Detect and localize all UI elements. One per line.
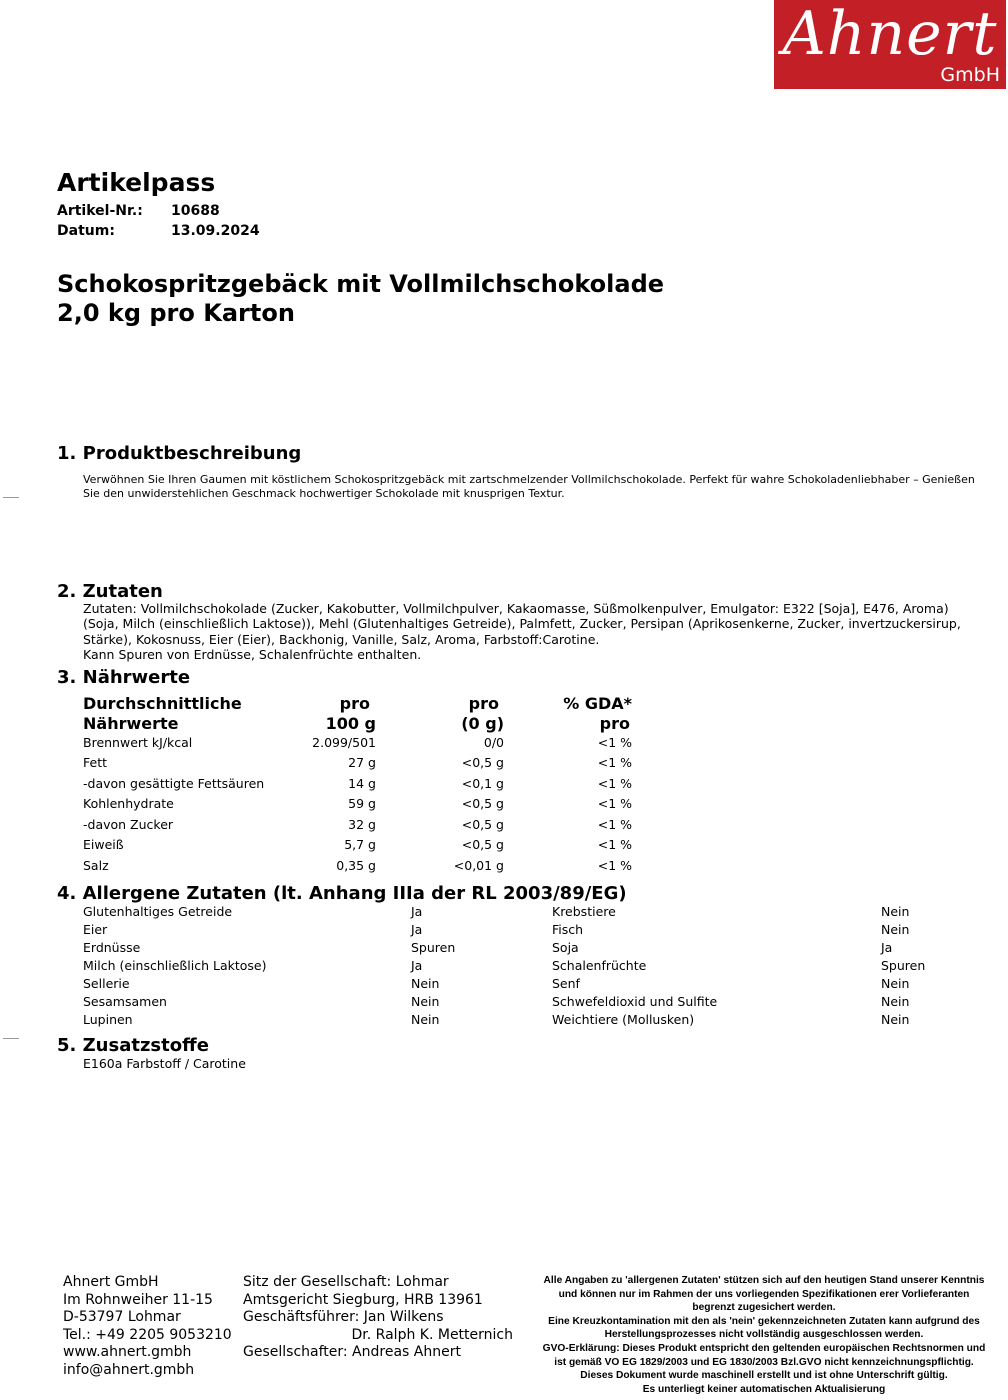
header-col-portion-line2: (0 g): [461, 713, 504, 733]
nutrition-table-header: [83, 694, 643, 734]
footer-disclaimer: [524, 1274, 1004, 1396]
disclaimer-line: und können nur im Rahmen der uns vorliegenden Spezifikationen erer Vorlieferanten: [558, 1288, 970, 1300]
additives-text: E160a Farbstoff / Carotine: [83, 1056, 246, 1071]
section-heading-allergens: 4. Allergene Zutaten (lt. Anhang IIIa der RL 2003/89/EG): [57, 883, 627, 904]
logo-brand-text: Ahnert: [782, 0, 998, 69]
allergen-row: [83, 903, 943, 921]
nutrient-name: -davon Zucker: [83, 817, 174, 832]
header-col-per100-line2: 100 g: [325, 713, 376, 733]
footer-register: Amtsgericht Siegburg, HRB 13961: [243, 1291, 483, 1308]
allergen-value: Nein: [411, 994, 440, 1009]
allergen-name: Sellerie: [83, 976, 130, 991]
footer-street: Im Rohnweiher 11-15: [63, 1291, 213, 1308]
header-col-gda: [563, 694, 632, 733]
nutrient-gda: <1 %: [597, 837, 632, 852]
allergen-row: [83, 993, 943, 1011]
allergen-name: Schwefeldioxid und Sulfite: [552, 994, 718, 1009]
nutrient-gda: <1 %: [597, 735, 632, 750]
allergen-value: Nein: [411, 976, 440, 991]
product-description: Verwöhnen Sie Ihren Gaumen mit köstlichem Schokospritzgebäck mit zartschmelzender Vollmilchschokolade. Perfekt für wahre Schokoladenliebhaber – Genießen Sie den unwiderstehlichen Geschmack hochwertiger Schokolade mit knusprigen Textur.: [83, 473, 975, 500]
disclaimer-line: Es unterliegt keiner automatischen Aktualisierung: [642, 1383, 886, 1395]
nutrition-row: [83, 753, 643, 773]
nutrient-per100: 59 g: [348, 796, 376, 811]
footer-managing-director: Geschäftsführer: Jan Wilkens: [243, 1309, 444, 1325]
allergen-name: Schalenfrüchte: [552, 958, 647, 973]
footer-website: www.ahnert.gmbh: [63, 1344, 192, 1360]
footer-managing-director-2: Dr. Ralph K. Metternich: [351, 1326, 513, 1343]
allergen-value: Nein: [881, 904, 910, 919]
date-line: [57, 221, 260, 241]
nutrition-row: [83, 815, 643, 835]
footer-company: Ahnert GmbH: [63, 1274, 159, 1290]
nutrient-name: Salz: [83, 858, 109, 873]
allergen-name: Sesamsamen: [83, 994, 167, 1009]
nutrition-row: [83, 774, 643, 794]
footer-shareholder: Gesellschafter: Andreas Ahnert: [243, 1344, 461, 1360]
allergen-row: [83, 921, 943, 939]
nutrient-portion: <0,01 g: [453, 858, 504, 873]
header-col-name-line1: Durchschnittliche: [83, 694, 242, 713]
allergen-row: [83, 957, 943, 975]
allergen-name: Eier: [83, 922, 108, 937]
footer-city: D-53797 Lohmar: [63, 1309, 181, 1325]
footer-phone: Tel.: +49 2205 9053210: [63, 1326, 232, 1343]
nutrient-per100: 27 g: [348, 755, 376, 770]
allergen-name: Milch (einschließlich Laktose): [83, 958, 267, 973]
footer-legal: [243, 1274, 513, 1362]
disclaimer-line: Eine Kreuzkontamination mit den als 'nein' gekennzeichneten Zutaten kann aufgrund des: [548, 1315, 980, 1327]
margin-tick: [3, 497, 19, 498]
nutrient-per100: 14 g: [348, 776, 376, 791]
nutrition-row: [83, 856, 643, 876]
header-col-portion-line1: pro: [468, 694, 499, 713]
nutrient-portion: 0/0: [483, 735, 504, 750]
allergen-row: [83, 975, 943, 993]
allergen-row: [83, 1011, 943, 1029]
nutrient-gda: <1 %: [597, 858, 632, 873]
allergen-name: Senf: [552, 976, 580, 991]
product-name-line-2: 2,0 kg pro Karton: [57, 299, 295, 327]
nutrient-name: Brennwert kJ/kcal: [83, 735, 193, 750]
nutrient-gda: <1 %: [597, 796, 632, 811]
header-col-per100-line1: pro: [339, 694, 370, 713]
disclaimer-line: Alle Angaben zu 'allergenen Zutaten' stützen sich auf den heutigen Stand unserer Kenntnis: [543, 1275, 985, 1286]
nutrition-row: [83, 733, 643, 753]
footer-seat: Sitz der Gesellschaft: Lohmar: [243, 1274, 449, 1290]
section-heading-nutrition: 3. Nährwerte: [57, 667, 191, 688]
allergen-name: Glutenhaltiges Getreide: [83, 904, 233, 919]
nutrient-portion: <0,5 g: [461, 837, 504, 852]
footer-address: [63, 1274, 232, 1379]
margin-tick: [3, 1038, 19, 1039]
header-col-portion: [461, 694, 504, 733]
date-value: 13.09.2024: [171, 223, 260, 239]
allergen-name: Fisch: [552, 922, 584, 937]
nutrient-per100: 32 g: [348, 817, 376, 832]
nutrition-row: [83, 794, 643, 814]
allergen-name: Weichtiere (Mollusken): [552, 1012, 695, 1027]
allergen-value: Nein: [881, 994, 910, 1009]
nutrient-name: Eiweiß: [83, 837, 124, 852]
allergen-value: Ja: [411, 904, 423, 919]
nutrient-per100: 5,7 g: [344, 837, 376, 852]
disclaimer-line: Herstellungsprozesses nicht vollständig ausgeschlossen werden.: [604, 1329, 924, 1341]
allergen-value: Nein: [881, 922, 910, 937]
nutrient-name: -davon gesättigte Fettsäuren: [83, 776, 265, 791]
allergen-value: Ja: [881, 940, 893, 955]
nutrient-per100: 0,35 g: [336, 858, 376, 873]
allergen-value: Ja: [411, 922, 423, 937]
section-heading-additives: 5. Zusatzstoffe: [57, 1035, 209, 1056]
nutrition-row: [83, 835, 643, 855]
traces-text: Kann Spuren von Erdnüsse, Schalenfrüchte enthalten.: [83, 647, 422, 663]
article-number-label: Artikel-Nr.:: [57, 203, 143, 219]
disclaimer-line: begrenzt zugesichert werden.: [692, 1302, 836, 1314]
nutrient-name: Fett: [83, 755, 107, 770]
allergen-row: [83, 939, 943, 957]
disclaimer-line: GVO-Erklärung: Dieses Produkt entspricht den geltenden europäischen Rechtsnormen und: [542, 1342, 986, 1354]
nutrient-gda: <1 %: [597, 817, 632, 832]
allergen-value: Nein: [881, 976, 910, 991]
ingredients-block: [83, 601, 963, 663]
logo-suffix-text: GmbH: [940, 64, 1000, 86]
nutrient-portion: <0,1 g: [461, 776, 504, 791]
allergen-name: Soja: [552, 940, 579, 955]
allergen-value: Nein: [881, 1012, 910, 1027]
product-name-line-1: Schokospritzgebäck mit Vollmilchschokolade: [57, 270, 665, 298]
nutrient-gda: <1 %: [597, 755, 632, 770]
nutrient-gda: <1 %: [597, 776, 632, 791]
section-heading-description: 1. Produktbeschreibung: [57, 443, 302, 464]
document-title: Artikelpass: [57, 168, 216, 197]
disclaimer-line: Dieses Dokument wurde maschinell erstellt und ist ohne Unterschrift gültig.: [580, 1370, 948, 1382]
ingredients-text: Zutaten: Vollmilchschokolade (Zucker, Kakobutter, Vollmilchpulver, Kakaomasse, Süßmolkenpulver, Emulgator: E322 [Soja], E476, Aroma) (Soja, Milch (einschließlich Laktose)), Mehl (Glutenhaltiges Getreide), Palmfett, Zucker, Persipan (Aprikosenkerne, Zucker, invertzuckersirup, Stärke), Kokosnuss, Eier (Eier), Backhonig, Vanille, Salz, Aroma, Farbstoff:Carotine.: [83, 601, 961, 647]
allergen-value: Spuren: [411, 940, 456, 955]
header-col-name: [83, 694, 242, 733]
article-number-value: 10688: [171, 203, 220, 219]
allergen-name: Erdnüsse: [83, 940, 141, 955]
allergen-name: Krebstiere: [552, 904, 616, 919]
nutrient-portion: <0,5 g: [461, 817, 504, 832]
product-name: [57, 270, 664, 328]
allergen-value: Spuren: [881, 958, 926, 973]
header-col-per100: [326, 694, 376, 733]
article-number-line: [57, 201, 220, 221]
section-heading-ingredients: 2. Zutaten: [57, 581, 163, 602]
allergen-value: Ja: [411, 958, 423, 973]
header-col-name-line2: Nährwerte: [83, 713, 179, 733]
disclaimer-line: ist gemäß VO EG 1829/2003 und EG 1830/2003 Bzl.GVO nicht kennzeichnungspflichtig.: [554, 1356, 974, 1368]
company-logo: [774, 0, 1006, 89]
nutrient-portion: <0,5 g: [461, 755, 504, 770]
allergen-value: Nein: [411, 1012, 440, 1027]
allergen-name: Lupinen: [83, 1012, 133, 1027]
date-label: Datum:: [57, 223, 115, 239]
header-col-gda-line1: % GDA*: [563, 694, 632, 713]
nutrient-portion: <0,5 g: [461, 796, 504, 811]
footer-email: info@ahnert.gmbh: [63, 1361, 195, 1378]
nutrient-per100: 2.099/501: [312, 735, 376, 750]
nutrient-name: Kohlenhydrate: [83, 796, 174, 811]
header-col-gda-line2: pro: [599, 713, 630, 733]
